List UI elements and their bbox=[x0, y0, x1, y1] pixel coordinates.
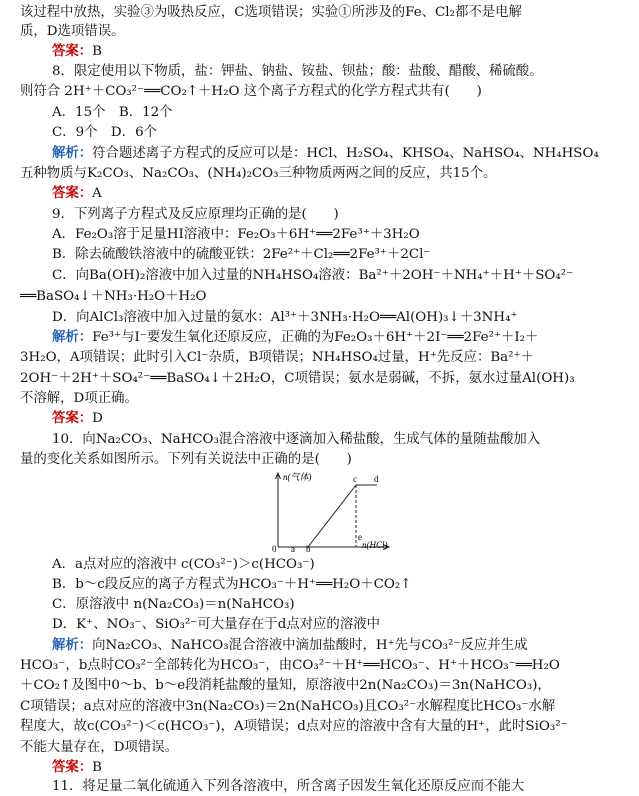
line-text: 不能大量存在，D项错误。 bbox=[20, 740, 179, 755]
text-line bbox=[20, 288, 207, 306]
line-text: A．Fe₂O₃溶于足量HI溶液中：Fe₂O₃＋6H⁺══2Fe³⁺＋3H₂O bbox=[52, 227, 420, 242]
line-text: B bbox=[92, 760, 103, 775]
explanation-label: 解析： bbox=[52, 330, 93, 345]
text-line bbox=[52, 267, 573, 285]
line-text: B bbox=[92, 44, 103, 59]
line-text: 向Na₂CO₃、NaHCO₃混合溶液中滴加盐酸时，H⁺先与CO₃²⁻反应并生成 bbox=[92, 638, 528, 653]
line-text: 11．将足量二氧化硫通入下列各溶液中，所含离子因发生氧化还原反应而不能大 bbox=[52, 779, 525, 794]
x-axis-label: n(HCl) bbox=[362, 540, 388, 550]
text-line bbox=[52, 329, 538, 347]
line-text: 8．限定使用以下物质，盐：钾盐、钠盐、铵盐、钡盐；酸：盐酸、醋酸、稀硫酸。 bbox=[52, 64, 543, 79]
line-text: 程度大，故c(CO₃²⁻)＜c(HCO₃⁻)，A项错误；d点对应的溶液中含有大量的H⁺，此时SiO₃²⁻ bbox=[20, 719, 568, 734]
line-text: 则符合 2H⁺＋CO₃²⁻══CO₂↑＋H₂O 这个离子方程式的化学方程式共有( ) bbox=[20, 84, 482, 99]
text-line bbox=[20, 370, 575, 388]
text-line bbox=[52, 778, 524, 796]
text-line bbox=[52, 410, 103, 428]
line-text: ＋CO₂↑及图中0～b、b～e段消耗盐酸的量知，原溶液中2n(Na₂CO₃)＝3n(NaHCO₃)， bbox=[20, 678, 551, 693]
line-text: B．b～c段反应的离子方程式为HCO₃⁻＋H⁺══H₂O＋CO₂↑ bbox=[52, 577, 412, 592]
text-line bbox=[52, 43, 102, 61]
answer-label: 答案： bbox=[52, 411, 93, 426]
text-line bbox=[52, 63, 543, 81]
line-text: 量的变化关系如图所示。下列有关说法中正确的是( ) bbox=[20, 452, 352, 467]
answer-label: 答案： bbox=[52, 44, 93, 59]
line-text: HCO₃⁻，b点时CO₃²⁻全部转化为HCO₃⁻，由CO₃²⁻＋H⁺══HCO₃⁻、H⁺＋HCO₃⁻══H₂O bbox=[20, 658, 560, 673]
answer-label: 答案： bbox=[52, 186, 93, 201]
text-line bbox=[20, 739, 178, 757]
text-line bbox=[52, 226, 420, 244]
line-text: 质，D选项错误。 bbox=[20, 24, 125, 39]
line-text: A．15个 B．12个 bbox=[52, 105, 173, 120]
line-text: Fe³⁺与I⁻要发生氧化还原反应，正确的为Fe₂O₃＋6H⁺＋2I⁻══2Fe²⁺＋I₂＋ bbox=[92, 330, 539, 345]
text-line bbox=[52, 246, 431, 264]
line-text: D．K⁺、NO₃⁻、SiO₃²⁻可大量存在于d点对应的溶液中 bbox=[52, 617, 380, 632]
text-line bbox=[20, 349, 534, 367]
line-text: D bbox=[92, 411, 103, 426]
text-line bbox=[52, 145, 599, 163]
origin-label: 0 bbox=[272, 544, 277, 553]
text-line bbox=[52, 637, 527, 655]
text-line bbox=[20, 718, 568, 736]
point-e-label: e bbox=[358, 532, 362, 542]
text-line bbox=[52, 104, 173, 122]
text-line bbox=[52, 431, 540, 449]
line-text: B．除去硫酸铁溶液中的硫酸亚铁：2Fe²⁺＋Cl₂══2Fe³⁺＋2Cl⁻ bbox=[52, 247, 431, 262]
text-line bbox=[20, 677, 551, 695]
line-text: D．向AlCl₃溶液中加入过量的氨水：Al³⁺＋3NH₃·H₂O══Al(OH)₃↓＋3NH₄⁺ bbox=[52, 310, 518, 325]
curve-rise bbox=[308, 485, 356, 547]
point-d-label: d bbox=[374, 474, 379, 484]
text-line bbox=[20, 698, 555, 716]
text-line bbox=[52, 596, 295, 614]
line-text: ══BaSO₄↓＋NH₃·H₂O＋H₂O bbox=[20, 289, 207, 304]
point-a-label: a bbox=[291, 544, 295, 553]
line-text: 2OH⁻＋2H⁺＋SO₄²⁻══BaSO₄↓＋2H₂O，C项错误；氨水是弱碱，不拆，氨水过量Al(OH)₃ bbox=[20, 371, 575, 386]
line-text: C．向Ba(OH)₂溶液中加入过量的NH₄HSO₄溶液：Ba²⁺＋2OH⁻＋NH₄⁺＋H⁺＋SO₄²⁻ bbox=[52, 268, 574, 283]
line-text: C．9个 D．6个 bbox=[52, 125, 157, 140]
text-line bbox=[52, 556, 315, 574]
text-line bbox=[52, 124, 157, 142]
answer-label: 答案： bbox=[52, 760, 93, 775]
text-line bbox=[52, 616, 380, 634]
line-text: 符合题述离子方程式的反应可以是：HCl、H₂SO₄、KHSO₄、NaHSO₄、NH₄HSO₄ bbox=[92, 146, 599, 161]
text-line bbox=[20, 4, 522, 22]
text-line bbox=[52, 185, 102, 203]
line-text: 10．向Na₂CO₃、NaHCO₃混合溶液中逐滴加入稀盐酸，生成气体的量随盐酸加入 bbox=[52, 432, 541, 447]
line-text: 五种物质与K₂CO₃、Na₂CO₃、(NH₄)₂CO₃三种物质两两之间的反应，共15个。 bbox=[20, 166, 497, 181]
explanation-label: 解析： bbox=[52, 638, 93, 653]
line-text: 3H₂O，A项错误；此时引入Cl⁻杂质，B项错误；NH₄HSO₄过量，H⁺先反应：Ba²⁺＋ bbox=[20, 350, 534, 365]
line-text: A．a点对应的溶液中 c(CO₃²⁻)＞c(HCO₃⁻) bbox=[52, 557, 315, 572]
line-text: 9．下列离子方程式及反应原理均正确的是( ) bbox=[52, 207, 339, 222]
text-line bbox=[20, 23, 124, 41]
text-line bbox=[20, 390, 138, 408]
point-b-label: b bbox=[306, 544, 311, 553]
gas-vs-hcl-graph bbox=[264, 469, 394, 553]
text-line bbox=[20, 657, 560, 675]
text-line bbox=[52, 576, 411, 594]
line-text: A bbox=[92, 186, 102, 201]
text-line bbox=[52, 759, 102, 777]
text-line bbox=[52, 309, 518, 327]
y-axis-label: n(气体) bbox=[283, 472, 312, 482]
line-text: 不溶解，D项正确。 bbox=[20, 391, 138, 406]
text-line bbox=[52, 206, 339, 224]
point-c-label: c bbox=[353, 474, 357, 484]
text-line bbox=[20, 83, 482, 101]
line-text: C．原溶液中 n(Na₂CO₃)＝n(NaHCO₃) bbox=[52, 597, 295, 612]
line-text: C项错误；a点对应的溶液中3n(Na₂CO₃)＝2n(NaHCO₃)且CO₃²⁻水解程度比HCO₃⁻水解 bbox=[20, 699, 556, 714]
line-text: 该过程中放热，实验③为吸热反应，C选项错误；实验①所涉及的Fe、Cl₂都不是电解 bbox=[20, 5, 522, 20]
text-line bbox=[20, 451, 352, 469]
text-line bbox=[20, 165, 496, 183]
explanation-label: 解析： bbox=[52, 146, 93, 161]
